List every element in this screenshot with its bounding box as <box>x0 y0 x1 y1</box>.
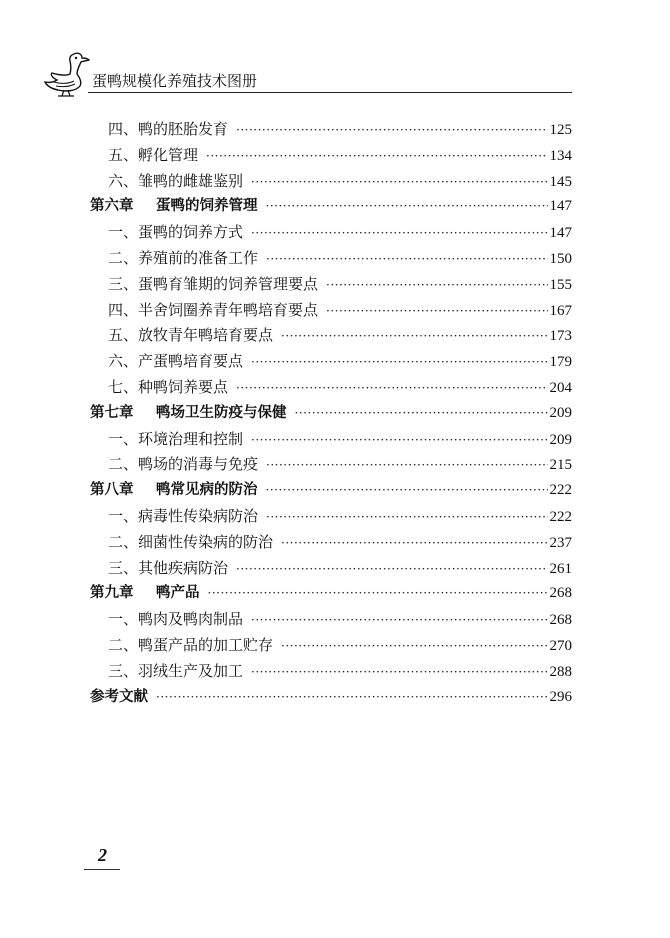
toc-chapter-entry <box>90 581 572 607</box>
toc-entry-title <box>90 349 243 375</box>
toc-page-number: 173 <box>549 328 572 345</box>
toc-page-number: 270 <box>549 637 572 654</box>
chapter-number: 第九章 <box>90 585 134 602</box>
toc-page-number: 167 <box>549 302 572 319</box>
toc-page-number: 147 <box>549 198 572 215</box>
toc-page-number: 215 <box>549 457 572 474</box>
toc-entry-title <box>90 117 228 143</box>
toc-entry-title <box>90 169 243 195</box>
entry-title-text: 六、雏鸭的雌雄鉴别 <box>108 171 244 190</box>
dot-leader <box>251 350 547 376</box>
running-header <box>44 48 572 98</box>
header-title: 蛋鸭规模化养殖技术图册 <box>92 72 258 90</box>
toc-entry-title <box>90 272 318 298</box>
toc-page-number: 222 <box>549 508 572 525</box>
dot-leader <box>266 453 547 479</box>
toc-entry-title <box>90 556 228 582</box>
chapter-number: 第六章 <box>90 198 134 215</box>
dot-leader <box>295 401 548 427</box>
entry-title-text: 鸭场卫生防疫与保健 <box>156 404 287 421</box>
dot-leader <box>266 505 547 531</box>
entry-title-text: 二、养殖前的准备工作 <box>108 248 259 267</box>
chapter-number: 第七章 <box>90 404 134 421</box>
chapter-number: 第八章 <box>90 482 134 499</box>
entry-title-text: 三、其他疾病防治 <box>108 558 229 577</box>
entry-title-text: 一、蛋鸭的饲养方式 <box>108 223 244 242</box>
toc-entry-title <box>90 143 198 169</box>
entry-title-text: 六、产蛋鸭培育要点 <box>108 352 244 371</box>
toc-section-entry <box>90 323 572 349</box>
toc-page-number: 237 <box>549 534 572 551</box>
toc-chapter-entry <box>90 478 572 504</box>
toc-entry-title <box>90 194 258 220</box>
dot-leader <box>326 299 547 325</box>
toc-chapter-entry <box>90 401 572 427</box>
toc-section-entry <box>90 452 572 478</box>
toc-page-number: 145 <box>549 173 572 190</box>
toc-entry-title <box>90 323 273 349</box>
dot-leader <box>251 608 547 634</box>
toc-page-number: 204 <box>549 379 572 396</box>
toc-entry-title <box>90 478 258 504</box>
entry-title-text: 一、鸭肉及鸭肉制品 <box>108 610 244 629</box>
duck-logo-icon <box>44 48 90 98</box>
toc-entry-title <box>90 298 318 324</box>
toc-entry-title <box>90 220 243 246</box>
toc-section-entry <box>90 272 572 298</box>
entry-title-text: 二、鸭蛋产品的加工贮存 <box>108 635 274 654</box>
dot-leader <box>251 221 547 247</box>
toc-section-entry <box>90 349 572 375</box>
dot-leader <box>251 428 547 454</box>
entry-title-text: 五、放牧青年鸭培育要点 <box>108 326 274 345</box>
toc-section-entry <box>90 298 572 324</box>
dot-leader <box>281 324 547 350</box>
entry-title-text: 鸭常见病的防治 <box>156 482 258 499</box>
entry-title-text: 蛋鸭的饲养管理 <box>156 198 258 215</box>
toc-page-number: 150 <box>549 250 572 267</box>
toc-page-number: 288 <box>549 663 572 680</box>
toc-chapter-entry <box>90 194 572 220</box>
dot-leader <box>251 170 547 196</box>
toc-entry-title <box>90 633 273 659</box>
toc-page-number: 125 <box>549 122 572 138</box>
toc-page-number: 268 <box>549 612 572 629</box>
toc-entry-title <box>90 607 243 633</box>
table-of-contents <box>90 117 572 710</box>
toc-section-entry <box>90 117 572 143</box>
toc-section-entry <box>90 143 572 169</box>
entry-title-text: 二、鸭场的消毒与免疫 <box>108 455 259 474</box>
toc-page-number: 222 <box>549 482 572 499</box>
toc-section-entry <box>90 633 572 659</box>
toc-entry-title <box>90 427 243 453</box>
dot-leader <box>251 660 547 686</box>
toc-entry-title <box>90 685 148 711</box>
toc-entry-title <box>90 530 273 556</box>
dot-leader <box>236 557 547 583</box>
entry-title-text: 四、半舍饲圈养青年鸭培育要点 <box>108 300 319 319</box>
dot-leader <box>266 194 548 220</box>
toc-chapter-entry <box>90 685 572 711</box>
toc-page-number: 179 <box>549 354 572 371</box>
dot-leader <box>206 144 547 170</box>
entry-title-text: 三、蛋鸭育雏期的饲养管理要点 <box>108 274 319 293</box>
entry-title-text: 参考文献 <box>90 688 148 705</box>
toc-page-number: 209 <box>549 431 572 448</box>
toc-section-entry <box>90 427 572 453</box>
toc-page-number: 261 <box>549 560 572 577</box>
footer-rule <box>84 869 120 870</box>
entry-title-text: 一、环境治理和控制 <box>108 429 244 448</box>
dot-leader <box>281 531 547 557</box>
entry-title-text: 一、病毒性传染病防治 <box>108 506 259 525</box>
toc-section-entry <box>90 556 572 582</box>
toc-section-entry <box>90 607 572 633</box>
toc-section-entry <box>90 504 572 530</box>
dot-leader <box>156 685 548 711</box>
toc-section-entry <box>90 246 572 272</box>
toc-section-entry <box>90 530 572 556</box>
toc-section-entry <box>90 169 572 195</box>
toc-entry-title <box>90 504 258 530</box>
entry-title-text: 五、孵化管理 <box>108 145 199 164</box>
dot-leader <box>266 478 548 504</box>
toc-entry-title <box>90 246 258 272</box>
toc-section-entry <box>90 659 572 685</box>
dot-leader <box>266 247 547 273</box>
toc-page-number: 147 <box>549 225 572 242</box>
toc-entry-title <box>90 452 258 478</box>
toc-entry-title <box>90 581 200 607</box>
toc-entry-title <box>90 375 228 401</box>
toc-section-entry <box>90 220 572 246</box>
entry-title-text: 四、鸭的胚胎发育 <box>108 120 229 138</box>
toc-entry-title <box>90 401 287 427</box>
entry-title-text: 二、细菌性传染病的防治 <box>108 532 274 551</box>
header-rule <box>88 92 572 93</box>
toc-section-entry <box>90 375 572 401</box>
dot-leader <box>236 376 547 402</box>
toc-page-number: 155 <box>549 276 572 293</box>
dot-leader <box>326 273 547 299</box>
dot-leader <box>208 581 548 607</box>
entry-title-text: 三、羽绒生产及加工 <box>108 661 244 680</box>
entry-title-text: 七、种鸭饲养要点 <box>108 377 229 396</box>
toc-page-number: 296 <box>549 688 572 705</box>
toc-page-number: 209 <box>549 404 572 421</box>
dot-leader <box>236 118 547 144</box>
toc-entry-title <box>90 659 243 685</box>
toc-page-number: 268 <box>549 585 572 602</box>
page-number: 2 <box>98 845 107 865</box>
entry-title-text: 鸭产品 <box>156 585 200 602</box>
dot-leader <box>281 634 547 660</box>
toc-page-number: 134 <box>549 147 572 164</box>
